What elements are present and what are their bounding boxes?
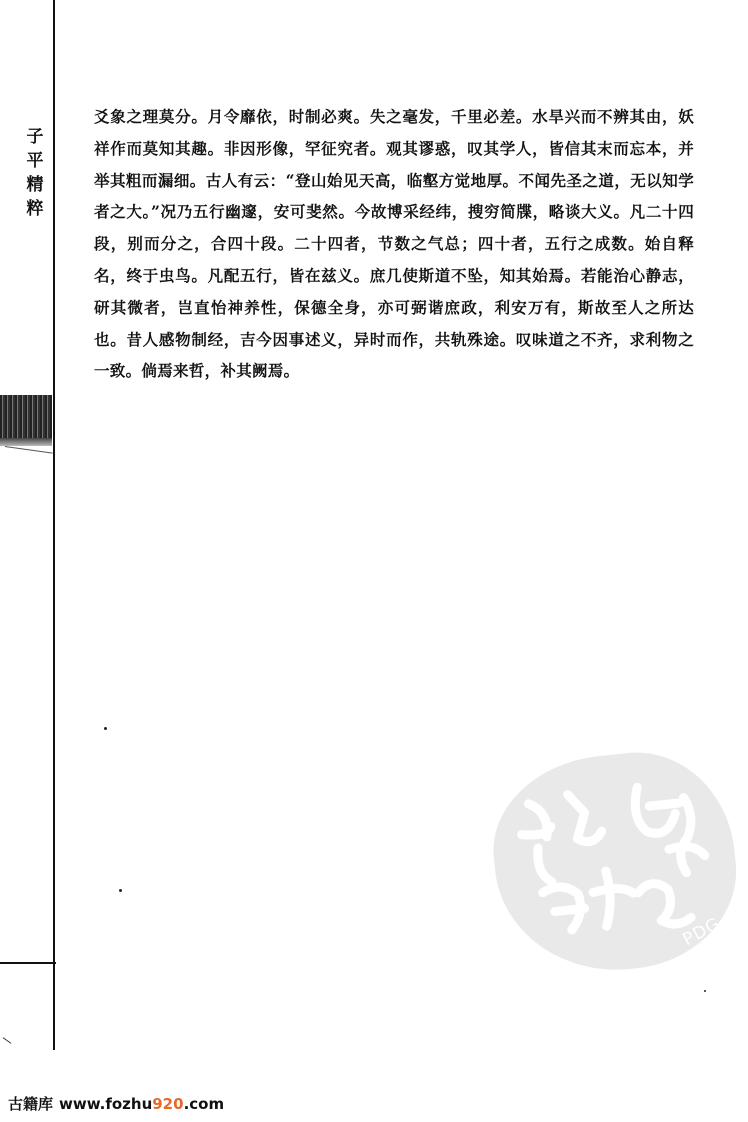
body-paragraph: 爻象之理莫分。月令靡依，时制必爽。失之毫发，千里必差。水旱兴而不辨其由，妖祥作而莫知其趣。非因形像，罕征究者。观其谬惑，叹其学人，皆信其末而忘本，并举其粗而漏细。古人有云：“登山始见天高，临壑方觉地厚。不闻先圣之道，无以知学者之大。”况乃五行幽邃，安可斐然。今故博采经纬，搜穷简牒，略谈大义。凡二十四段，别而分之，合四十段。二十四者，节数之气总；四十者，五行之成数。始自释名，终于虫鸟。凡配五行，皆在兹义。庶几使斯道不坠，知其始焉。若能治心静志，研其微者，岂直怡神养性，保德全身，亦可弼谐庶政，利安万有，斯故至人之所达也。昔人感物制经，吉今因事述义，异时而作，共轨殊途。叹味道之不齐，求利物之一致。倘焉来哲，补其阙焉。 <box>94 107 694 381</box>
spine-shade-edge <box>0 438 52 446</box>
footer-url-prefix[interactable]: www.fozhu <box>59 1095 153 1113</box>
speck <box>704 990 706 992</box>
spine-title: 子平精粹 <box>26 127 44 219</box>
footer-url-number[interactable]: 920 <box>152 1095 184 1113</box>
footer-source <box>8 1093 224 1114</box>
footer-brand: 古籍库 <box>8 1095 54 1113</box>
watermark-label: PDG <box>679 913 724 951</box>
corner-mark <box>3 1037 12 1044</box>
bottom-rule <box>0 962 56 964</box>
watermark-stamp <box>484 743 745 982</box>
speck <box>119 889 122 892</box>
spine-line <box>53 0 55 1050</box>
spine-tick <box>5 446 53 454</box>
speck <box>104 727 107 730</box>
seal-icon <box>484 743 745 982</box>
footer-url-suffix[interactable]: .com <box>183 1095 225 1113</box>
spine-shade <box>0 395 52 440</box>
